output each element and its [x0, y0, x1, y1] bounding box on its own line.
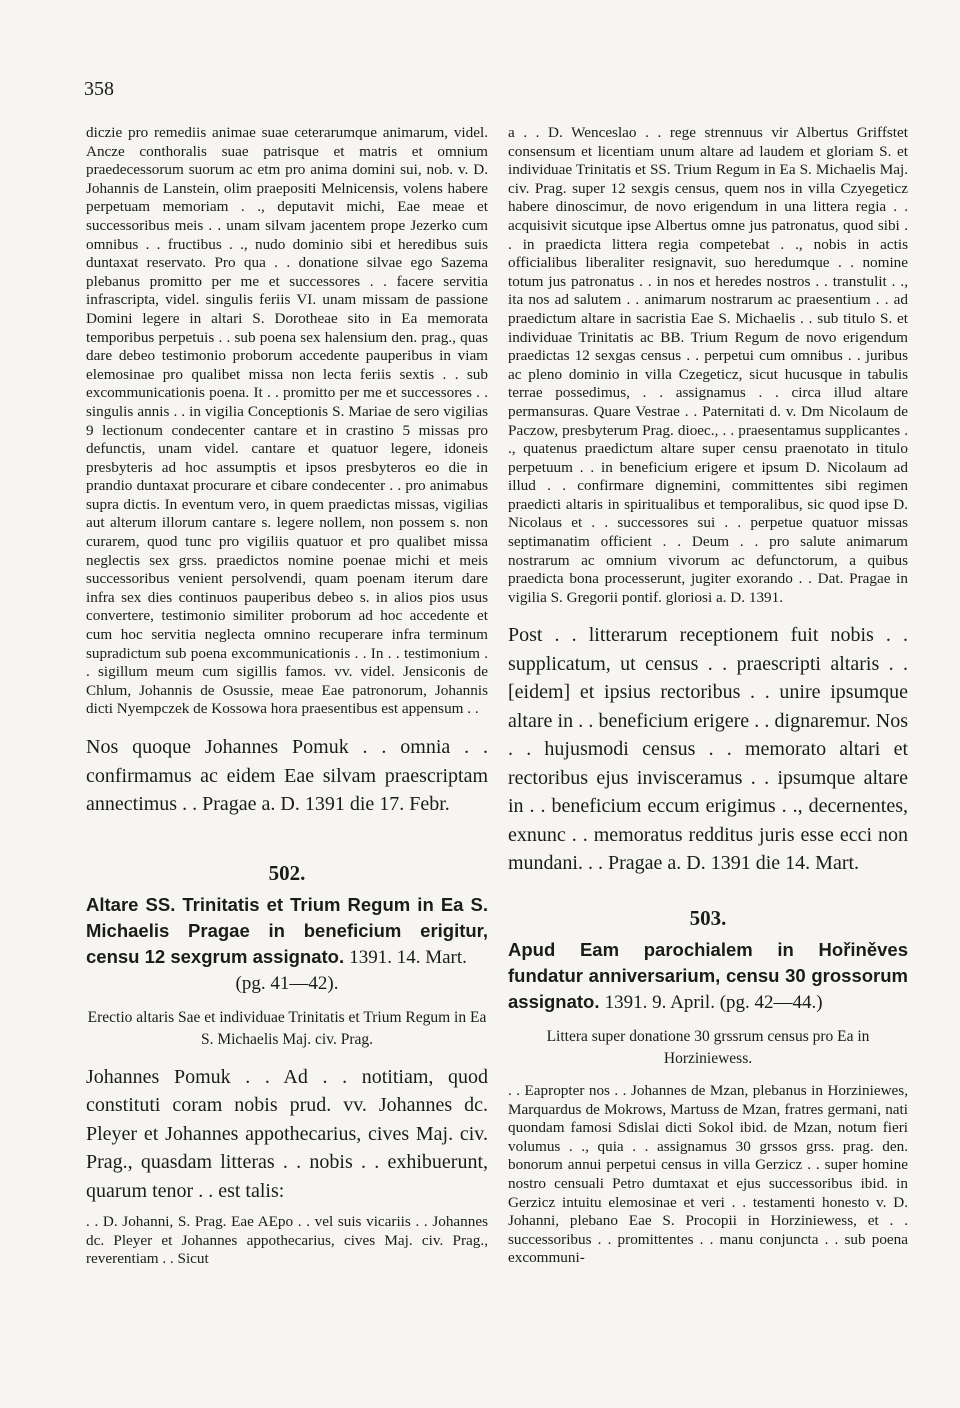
right-column: [508, 124, 908, 1268]
document-title-502-text: Altare SS. Trinitatis et Trium Regum in Ea S. Michaelis Pragae in beneficium erigitur, censu 12 sexgrum assignato.: [86, 893, 488, 967]
document-letter-502: [86, 1213, 488, 1269]
document-body-503: [508, 1082, 908, 1268]
left-confirmation: [86, 733, 488, 819]
document-letter-502-text: . . D. Johanni, S. Prag. Eae AEpo . . vel suis vicariis . . Johannes dc. Pleyer et Johannes appothecarius, cives Maj. civ. Prag., reverentiam . . Sicut: [86, 1213, 488, 1268]
document-title-503-text: Apud Eam parochialem in Hořiněves fundatur anniversarium, censu 30 grossorum assignato.: [508, 938, 908, 1012]
left-continuation-text: diczie pro remediis animae suae ceterarumque animarum, videl. Ancze conthoralis suae patrisque et matris et omnium praedecessorum suorum ac etm pro anima domini sui, nob. v. D. Johannis de Lanstein, olim praepositi Melnicensis, volens habere perpetuam memoriam . ., deputavit michi, Eae meae et successoribus meis . . unam silvam jacentem prope Jezerko cum omnibus . . fructibus . ., nudo dominio sibi et heredibus suis duntaxat reservato. Pro qua . . donatione silvae ego Sazema plebanus promitto per me et successores . . facere servitia infrascripta, videl. singulis feriis VI. unam missam de passione Domini legere in altari S. Dorotheae sito in Ea memorata temporibus perpetuis . . sub poena sex halensium den. prag., quas dare debeo testimonio proborum accedente pauperibus in viam elemosinae pro qualibet missa non lecta feriis sextis . . sub excommunicationis poena. It . . promitto per me et successores . . singulis annis . . in vigilia Conceptionis S. Mariae de sero vigilias 9 lectionum condecenter cantare et in crastino 5 missas pro defunctis, unam videl. cantare et quatuor legere, idoneis presbyteris ad hoc assumptis et ipsos presbyteros eo die in prandio duntaxat procurare et cibare condecenter . . pro animabus supra dictis. In eventum vero, in quem praedictas missas, vigilias aut alterum illorum cantare s. legere nollem, non possem s. non curarem, quod tunc pro vigiliis quatuor et pro qualibet missa neglectis sex grss. praedictos nomine poenae michi et meis successoribus venient persolvendi, quam poenam iterum dare infra sex dies continuos pauperibus debeo s. in alios pios usus convertere, testimonio similiter proborum ad hoc accedente et cum hoc servitia neglecta omnino recuperare infra terminum supradictum sub poena excommunicationis . . In . . testimonium . . sigillum meum cum sigillis famos. vv. videl. Jensiconis de Chlum, Johannis de Osussie, meae Eae patronorum, Johannis dicti Nyempczek de Kossowa hora praesentibus est appensum . .: [86, 124, 488, 718]
right-continuation-text: a . . D. Wenceslao . . rege strennuus vir Albertus Griffstet consensum et licentiam unum altare ad laudem et gloriam S. et individuae Trinitatis et SS. Trium Regum in Ea S. Michaelis Maj. civ. Prag. super 12 sexgis census, quem nos in villa Czyegeticz habere dinoscimur, de novo erigendum in una littera regia . . acquisivit sicutque ipse Albertus omne jus patronatus, quod sibi . . in praedicta littera regia competebat . ., nobis in actis officialibus liberaliter resignavit, suo heredumque . . nomine totum jus patronatus . . in nos et heredes nostros . . transtulit . ., ita nos ad salutem . . animarum nostrarum ac praesentium . . ad praedictum altare in sacristia Eae S. Michaelis . . sub titulo S. et individuae Trinitatis ac BB. Trium Regum de novo erigendum praedictas 12 sexgas census . . perpetui cum omnibus . . juribus ac pleno dominio in villa Czegeticz, sicut hucusque in tabulis terrae possedimus, . . assignamus . . circa illud altare permansuras. Quare Vestrae . . Paternitati d. v. Dm Nicolaum de Paczow, presbyterum Prag. dioec., . . praesentamus supplicantes . ., quatenus praedictum altare super censu praenotato in titulo perpetuum . . in beneficium erigere et ipsum D. Nicolaum ad illud . . confirmare dignemini, committentes sibi regimen praedicti altaris in spiritualibus et temporalibus, sic quod ipse D. Nicolaus et . . successores sui . . perpetue quatuor missas septimanatim officient . . Deum . . pro salute animarum nostrarum ac omnium vivorum ac defunctorum, a quibus praedicta bona processerunt, jugiter exorando . . Dat. Pragae in vigilia S. Gregorii pontif. gloriosi a. D. 1391.: [508, 124, 908, 606]
document-body-503-text: . . Eapropter nos . . Johannes de Mzan, plebanus in Horziniewes, Marquardus de Mokrows, Martuss de Mzan, fratres germani, nati quondam famosi Sdislai dicti Sokol ibid. de Mzan, notum fieri volumus . ., quia . . assignamus 30 grssos grss. prag. den. bonorum annui perpetui census in villa Gerzicz . . super homine nostro censuali Petro dumtaxat et ejus successoribus ibid. in Gerzicz intuitu elemosinae et veri . . testamenti honesto v. D. Johanni, plebano Eae S. Procopii in Horziniewess, et . . successoribus . . promittentes . . manu conjuncta . . sub poena excommuni-: [508, 1081, 908, 1267]
document-number-503: 503.: [689, 905, 727, 930]
left-column: [86, 124, 488, 1269]
document-title-502: [86, 892, 488, 997]
left-continuation: [86, 124, 488, 719]
right-continuation: [508, 124, 908, 607]
document-title-503: [508, 937, 908, 1016]
document-date-502: 1391. 14. Mart.: [349, 946, 467, 968]
document-summary-503: Littera super donatione 30 grssrum census pro Ea in Horziniewess.: [546, 1027, 870, 1067]
right-confirmation: [508, 621, 908, 878]
document-date-503: 1391. 9. April. (pg. 42—44.): [604, 991, 823, 1013]
right-confirmation-text: Post . . litterarum receptionem fuit nobis . . supplicatum, ut census . . praescripti altaris . . [eidem] et ipsius rectoribus . . unire ipsumque altare in . . beneficium erigere . . dignaremur. Nos . . hujusmodi census . . memorato altari et rectoribus ejus invisceramus . . ipsumque altare in . . beneficium eccum erigimus . ., decernentes, exnunc . . memoratus redditus juris esse ecci non mundani. . . Pragae a. D. 1391 die 14. Mart.: [508, 624, 908, 875]
document-body-502-text: Johannes Pomuk . . Ad . . notitiam, quod constituti coram nobis prud. vv. Johannes dc. Pleyer et Johannes appothecarius, cives Maj. civ. Prag., quasdam litteras . . nobis . . exhibuerunt, quarum tenor . . est talis:: [86, 1065, 488, 1202]
page-number: 358: [84, 78, 114, 100]
document-summary-502: Erectio altaris Sae et individuae Trinitatis et Trium Regum in Ea S. Michaelis Maj. civ. Prag.: [87, 1008, 487, 1048]
left-confirmation-text: Nos quoque Johannes Pomuk . . omnia . . confirmamus ac eidem Eae silvam praescriptam annectimus . . Pragae a. D. 1391 die 17. Febr.: [86, 736, 488, 815]
document-number-502: 502.: [268, 860, 306, 885]
document-body-502: [86, 1063, 488, 1206]
document-pages-502: (pg. 41—42).: [235, 972, 339, 994]
